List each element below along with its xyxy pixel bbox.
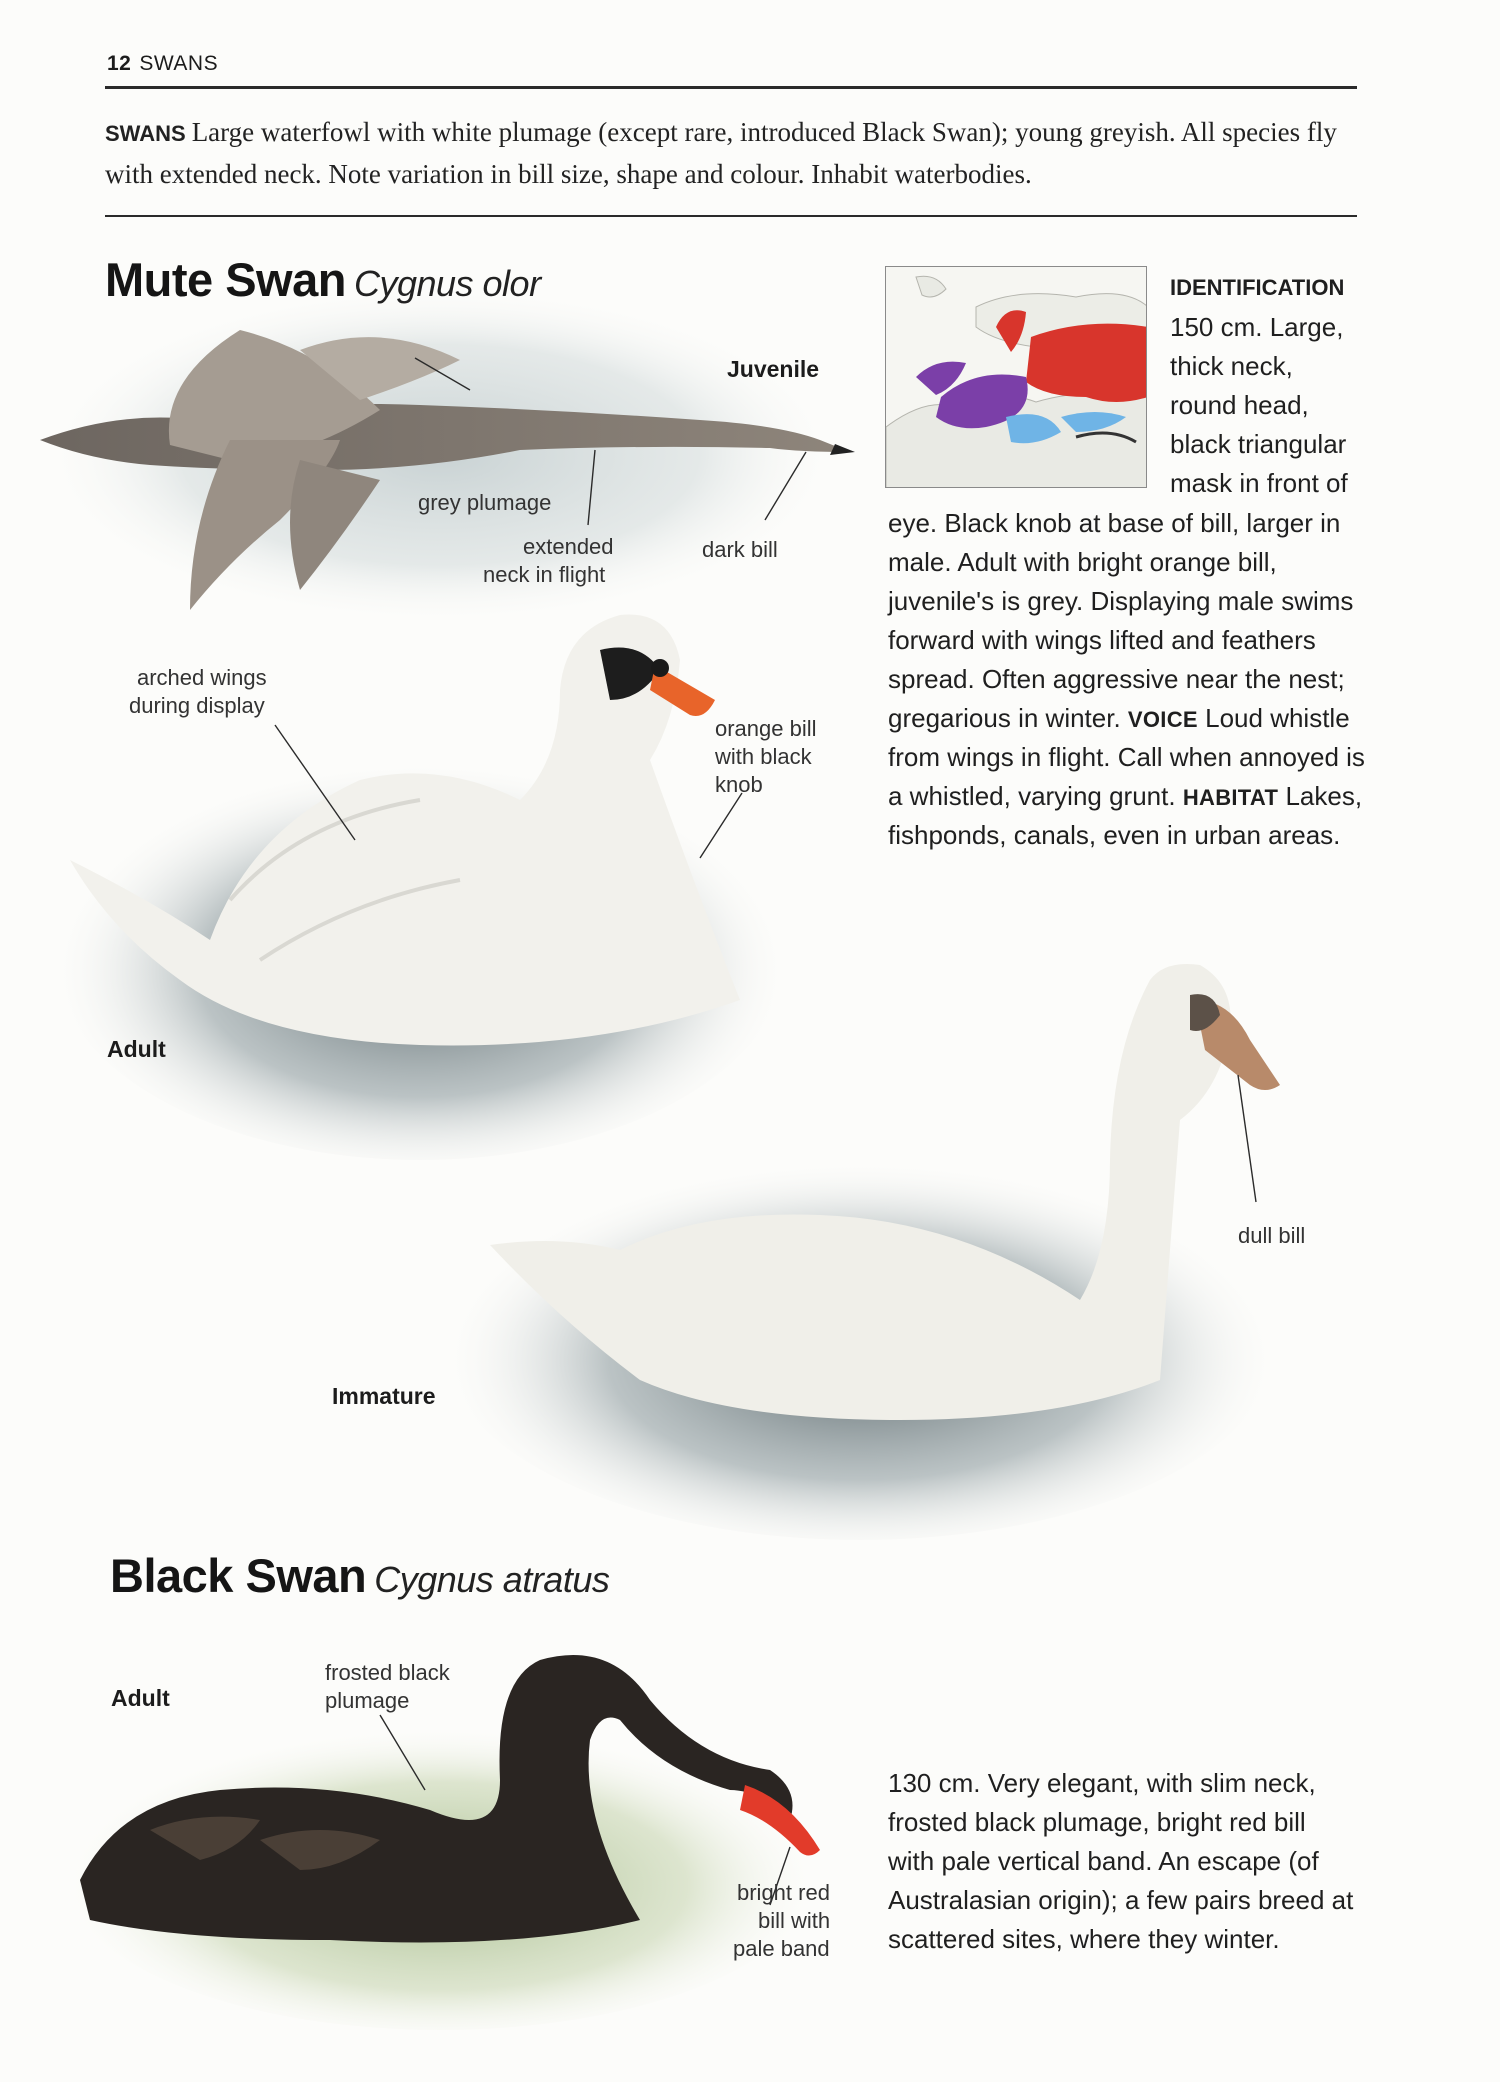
black-swan-illustration <box>60 1655 820 2030</box>
label-extended-neck-1: extended <box>523 534 614 559</box>
id-line-3: round head, <box>1170 390 1309 420</box>
label-extended-neck-2: neck in flight <box>483 562 606 587</box>
section-title: SWANS <box>139 52 219 75</box>
body-line-2: male. Adult with bright orange bill, <box>888 547 1277 577</box>
stage-label-adult: Adult <box>107 1036 166 1062</box>
black-swan-line-1: 130 cm. Very elegant, with slim neck, <box>888 1768 1316 1798</box>
gregarious-text: gregarious in winter. <box>888 703 1121 733</box>
label-orange-bill-1: orange bill <box>715 716 817 741</box>
grunt-text: a whistled, varying grunt. <box>888 781 1176 811</box>
stage-label-juvenile: Juvenile <box>727 356 820 382</box>
body-line-9: fishponds, canals, even in urban areas. <box>888 820 1341 850</box>
black-swan-line-3: with pale vertical band. An escape (of <box>888 1846 1319 1876</box>
label-red-bill-1: bright red <box>737 1880 830 1905</box>
body-line-6 <box>888 699 1350 739</box>
habitat-heading: HABITAT <box>1182 785 1279 810</box>
label-dark-bill: dark bill <box>702 537 778 562</box>
label-orange-bill-3: knob <box>715 772 763 797</box>
label-red-bill-2: bill with <box>758 1908 831 1933</box>
label-orange-bill-2: with black <box>715 744 812 769</box>
species-name: Mute Swan <box>105 253 346 306</box>
habitat-text: Lakes, <box>1285 781 1363 811</box>
voice-heading: VOICE <box>1127 707 1198 732</box>
body-line-4: forward with wings lifted and feathers <box>888 625 1316 655</box>
intro-lead: SWANS <box>105 121 186 146</box>
species-name: Black Swan <box>110 1549 367 1602</box>
intro-text: Large waterfowl with white plumage (except rare, introduced Black Swan); young greyish. All species fly with extended neck. Note variation in bill size, shape and colour. Inhabit waterbodies. <box>105 117 1337 189</box>
species-heading-black-swan <box>110 1548 609 1603</box>
id-line-1: 150 cm. Large, <box>1170 312 1344 342</box>
body-line-7: from wings in flight. Call when annoyed is <box>888 742 1365 772</box>
voice-text: Loud whistle <box>1205 703 1350 733</box>
black-swan-line-2: frosted black plumage, bright red bill <box>888 1807 1306 1837</box>
body-line-1: eye. Black knob at base of bill, larger in <box>888 508 1341 538</box>
species-heading-mute-swan <box>105 252 541 307</box>
label-dull-bill: dull bill <box>1238 1223 1306 1248</box>
map-graphic <box>886 267 1147 488</box>
body-line-8 <box>888 777 1362 817</box>
label-arched-wings-1: arched wings <box>137 665 267 690</box>
species-latin-name: Cygnus atratus <box>374 1559 610 1600</box>
stage-label-adult: Adult <box>111 1685 170 1711</box>
body-line-3: juvenile's is grey. Displaying male swims <box>888 586 1354 616</box>
juvenile-swan-illustration <box>40 285 855 625</box>
page-number: 12 <box>107 52 132 75</box>
label-arched-wings-2: during display <box>129 693 265 718</box>
id-line-2: thick neck, <box>1170 351 1293 381</box>
label-frosted-1: frosted black <box>325 1660 450 1685</box>
distribution-map <box>885 266 1147 488</box>
id-line-5: mask in front of <box>1170 468 1348 498</box>
label-grey-plumage: grey plumage <box>418 490 552 515</box>
identification-heading: IDENTIFICATION <box>1170 275 1345 300</box>
id-line-4: black triangular <box>1170 429 1347 459</box>
label-red-bill-3: pale band <box>733 1936 830 1961</box>
stage-label-immature: Immature <box>332 1383 436 1409</box>
species-latin-name: Cygnus olor <box>353 263 541 304</box>
body-line-5: spread. Often aggressive near the nest; <box>888 664 1345 694</box>
black-swan-line-4: Australasian origin); a few pairs breed at <box>888 1885 1354 1915</box>
black-swan-line-5: scattered sites, where they winter. <box>888 1924 1280 1954</box>
label-frosted-2: plumage <box>325 1688 410 1713</box>
